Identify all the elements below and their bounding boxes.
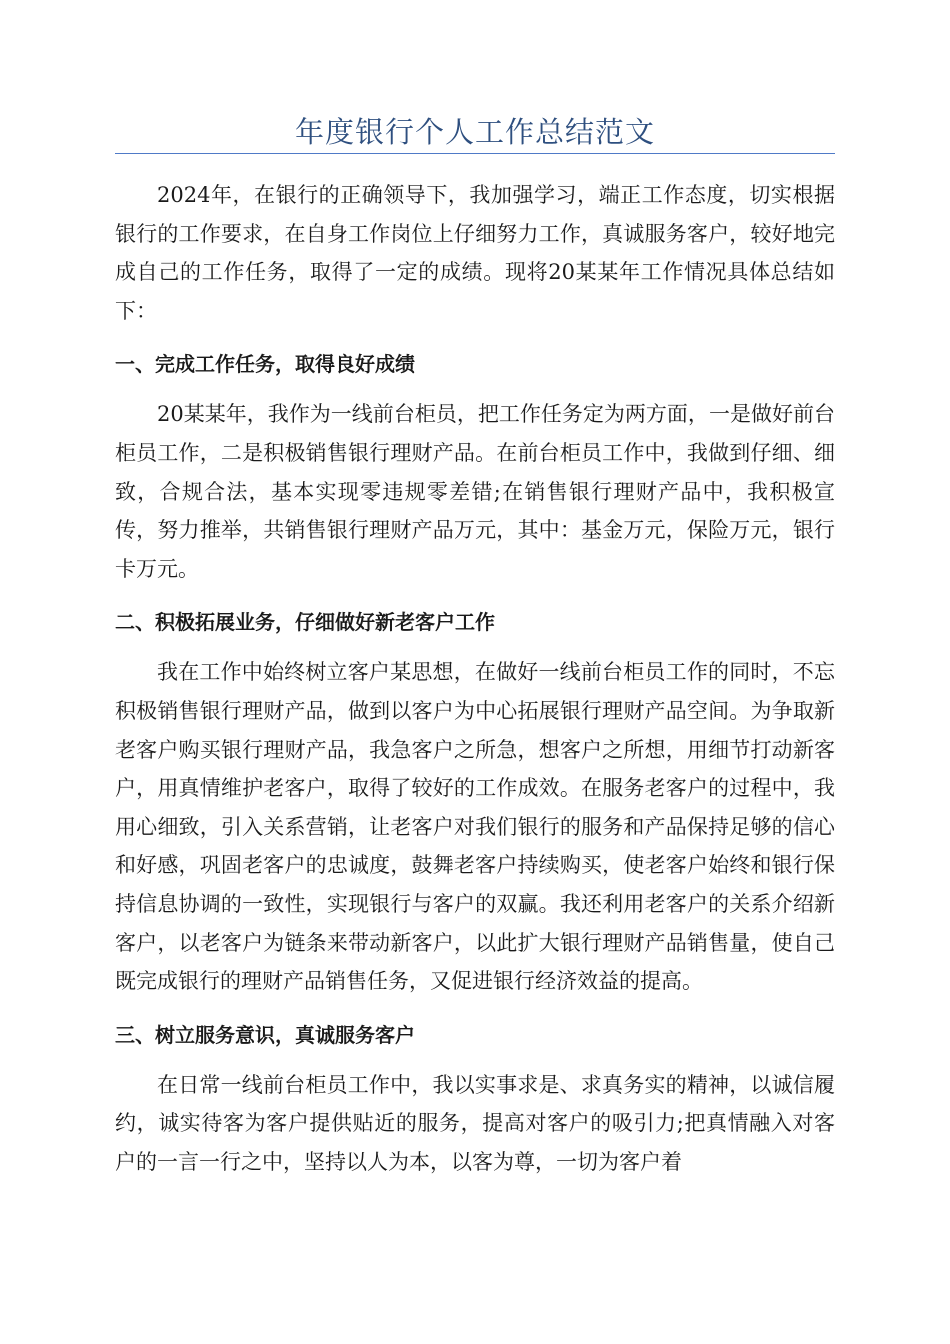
section-paragraph-3: 在日常一线前台柜员工作中，我以实事求是、求真务实的精神，以诚信履约，诚实待客为客户提供贴近的服务，提高对客户的吸引力;把真情融入对客户的一言一行之中，坚持以人为本，以客为尊，一切为客户着 [115, 1072, 835, 1174]
section-heading-1: 一、完成工作任务，取得良好成绩 [115, 352, 415, 377]
section-heading-2: 二、积极拓展业务，仔细做好新老客户工作 [115, 610, 495, 635]
document-title: 年度银行个人工作总结范文 [294, 115, 655, 149]
title-underline [115, 153, 835, 154]
document-body [115, 176, 835, 1181]
intro-paragraph: 2024年，在银行的正确领导下，我加强学习，端正工作态度，切实根据银行的工作要求，在自身工作岗位上仔细努力工作，真诚服务客户，较好地完成自己的工作任务，取得了一定的成绩。现将20某某年工作情况具体总结如下： [115, 183, 835, 323]
section-heading-3: 三、树立服务意识，真诚服务客户 [115, 1022, 415, 1047]
section-paragraph-2: 我在工作中始终树立客户某思想，在做好一线前台柜员工作的同时，不忘积极销售银行理财产品，做到以客户为中心拓展银行理财产品空间。为争取新老客户购买银行理财产品，我急客户之所急，想客户之所想，用细节打动新客户，用真情维护老客户，取得了较好的工作成效。在服务老客户的过程中，我用心细致，引入关系营销，让老客户对我们银行的服务和产品保持足够的信心和好感，巩固老客户的忠诚度，鼓舞老客户持续购买，使老客户始终和银行保持信息协调的一致性，实现银行与客户的双赢。我还利用老客户的关系介绍新客户，以老客户为链条来带动新客户，以此扩大银行理财产品销售量，使自己既完成银行的理财产品销售任务，又促进银行经济效益的提高。 [115, 660, 835, 994]
section-paragraph-1: 20某某年，我作为一线前台柜员，把工作任务定为两方面，一是做好前台柜员工作，二是积极销售银行理财产品。在前台柜员工作中，我做到仔细、细致，合规合法，基本实现零违规零差错;在销售银行理财产品中，我积极宣传，努力推举，共销售银行理财产品万元，其中：基金万元，保险万元，银行卡万元。 [115, 402, 835, 581]
